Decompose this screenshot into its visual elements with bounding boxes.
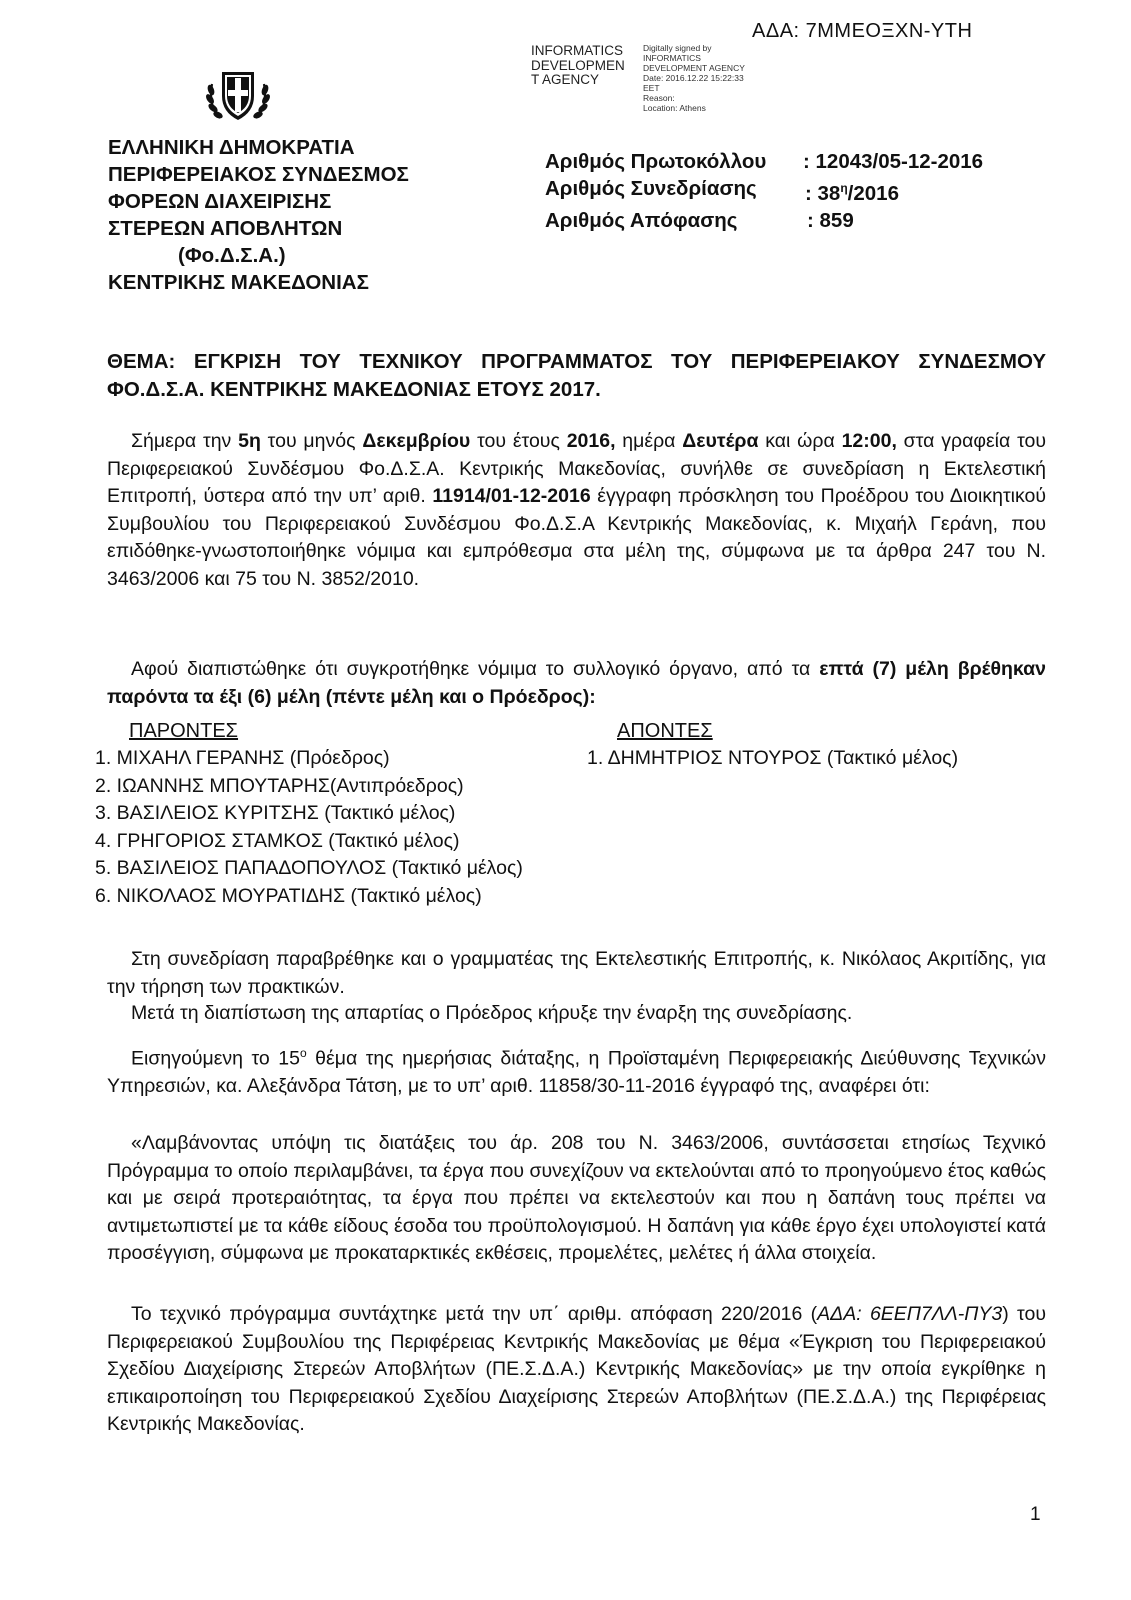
decision-value: : 859 <box>807 208 854 232</box>
session-number: : 38 <box>805 181 841 205</box>
intro-text: έγγραφη πρόσκληση του Προέδρου του Διοικητικού Συμβουλίου του Περιφερειακού Συνδέσμου Φο.Δ.Σ.Α Κεντρικής Μακεδονίας, κ. Μιχαήλ Γεράνη, που επιδόθηκε-γνωστοποιήθηκε νόμιμα και εμπρόθεσμα στα μέλη της, σύμφωνα με τα άρθρα 247 του Ν. 3463/2006 και 75 του Ν. 3852/2010. <box>107 485 1046 590</box>
rapporteur-superscript: ο <box>299 1046 307 1060</box>
signature-detail-line: INFORMATICS <box>643 53 701 63</box>
program-text: ) του Περιφερειακού Συμβουλίου της Περιφέρειας Κεντρικής Μακεδονίας με θέμα «Έγκριση του Περιφερειακού Σχεδίου Διαχείρισης Στερεών Αποβλήτων (ΠΕ.Σ.Δ.Α.) Κεντρικής Μακεδονίας» με την οποία εγκρίθηκε η επικαιροποίηση του Περιφερειακού Σχεδίου Διαχείρισης Στερεών Αποβλήτων (ΠΕ.Σ.Δ.Α.) της Περιφέρειας Κεντρικής Μακεδονίας. <box>107 1303 1046 1436</box>
org-line: (Φο.Δ.Σ.Α.) <box>178 244 286 267</box>
session-value <box>805 175 899 207</box>
signature-detail-line: Reason: <box>643 93 675 103</box>
intro-text: και ώρα <box>758 430 842 452</box>
intro-text: του έτους <box>470 430 567 452</box>
intro-time: 12:00, <box>841 430 897 452</box>
signature-agency-line: DEVELOPMEN <box>531 57 625 73</box>
reference-block <box>545 148 983 234</box>
org-line: ΕΛΛΗΝΙΚΗ ΔΗΜΟΚΡΑΤΙΑ <box>108 136 355 159</box>
intro-text: Σήμερα την <box>131 430 239 452</box>
list-item: 2. ΙΩΑΝΝΗΣ ΜΠΟΥΤΑΡΗΣ(Αντιπρόεδρος) <box>95 774 464 797</box>
protocol-value: : 12043/05-12-2016 <box>803 150 984 173</box>
decision-row <box>545 207 983 234</box>
signature-agency <box>531 44 625 88</box>
session-year: /2016 <box>847 181 899 205</box>
signature-detail-line: DEVELOPMENT AGENCY <box>643 63 745 73</box>
list-item: 1. ΔΗΜΗΤΡΙΟΣ ΝΤΟΥΡΟΣ (Τακτικό μέλος) <box>587 747 959 769</box>
list-item: 5. ΒΑΣΙΛΕΙΟΣ ΠΑΠΑΔΟΠΟΥΛΟΣ (Τακτικό μέλος) <box>95 857 523 879</box>
program-ada-reference: ΑΔΑ: 6ΕΕΠ7ΛΛ-ΠΥ3 <box>817 1303 1003 1325</box>
list-item: 1. ΜΙΧΑΗΛ ΓΕΡΑΝΗΣ (Πρόεδρος) <box>95 747 390 769</box>
opening-paragraph <box>107 1000 1046 1028</box>
org-line: ΠΕΡΙΦΕΡΕΙΑΚΟΣ ΣΥΝΔΕΣΜΟΣ <box>108 163 409 186</box>
intro-text: στα γραφεία του Περιφερειακού Συνδέσμου Φο.Δ.Σ.Α. Κεντρικής Μακεδονίας, συνήλθε σε συνεδρίαση η Εκτελεστική Επιτροπή, ύστερα από την υπ’ αριθ. <box>107 430 1047 508</box>
org-line: ΚΕΝΤΡΙΚΗΣ ΜΑΚΕΔΟΝΙΑΣ <box>108 271 369 294</box>
list-item: 4. ΓΡΗΓΟΡΙΟΣ ΣΤΑΜΚΟΣ (Τακτικό μέλος) <box>95 829 460 852</box>
present-heading: ΠΑΡΟΝΤΕΣ <box>129 720 239 742</box>
secretary-paragraph <box>107 946 1046 1001</box>
signature-detail-line: Location: Athens <box>643 103 706 113</box>
intro-text: ημέρα <box>615 430 683 452</box>
intro-text: του μηνός <box>260 430 363 452</box>
greek-coat-of-arms-icon <box>200 66 276 126</box>
quorum-text: Αφού διαπιστώθηκε ότι συγκροτήθηκε νόμιμα το συλλογικό όργανο, από τα <box>131 658 820 680</box>
ada-code: ΑΔΑ: 7ΜΜΕΟΞΧΝ-ΥΤΗ <box>752 20 973 42</box>
quote-text: «Λαμβάνοντας υπόψη τις διατάξεις του άρ. 208 του Ν. 3463/2006, συντάσσεται ετησίως Τεχνικό Πρόγραμμα το οποίο περιλαμβάνει, τα έργα που συνεχίζουν να εκτελούνται από το προηγούμενο έτος καθώς και με σειρά προτεραιότητας, τα έργα που πρέπει να εκτελεστούν και που η δαπάνη τους πρέπει να αντιμετωπιστεί με τα κάθε είδους έσοδα του προϋπολογισμού. Η δαπάνη για κάθε έργο έχει υπολογιστεί κατά προσέγγιση, σύμφωνα με προκαταρκτικές εκθέσεις, προμελέτες, μελέτες ή άλλα στοιχεία. <box>107 1132 1046 1265</box>
rapporteur-text: θέμα της ημερήσιας διάταξης, η Προϊσταμένη Περιφερειακής Διεύθυνσης Τεχνικών Υπηρεσιών, κα. Αλεξάνδρα Τάτση, με το υπ’ αριθ. 11858/30-11-2016 έγγραφό της, αναφέρει ότι: <box>107 1047 1046 1098</box>
intro-paragraph <box>107 428 1046 594</box>
signature-detail-line: Date: 2016.12.22 15:22:33 <box>643 73 744 83</box>
intro-month: Δεκεμβρίου <box>362 430 471 452</box>
present-list <box>95 745 523 910</box>
page-number: 1 <box>1030 1504 1041 1525</box>
org-line: ΣΤΕΡΕΩΝ ΑΠΟΒΛΗΤΩΝ <box>108 217 343 240</box>
rapporteur-text: Εισηγούμενη το 15 <box>131 1047 300 1070</box>
opening-text: Μετά τη διαπίστωση της απαρτίας ο Πρόεδρος κήρυξε την έναρξη της συνεδρίασης. <box>131 1002 853 1024</box>
quorum-bold-text: επτά (7) μέλη βρέθηκαν παρόντα τα έξι (6) μέλη (πέντε μέλη και ο Πρόεδρος): <box>107 658 1046 708</box>
list-item: 6. ΝΙΚΟΛΑΟΣ ΜΟΥΡΑΤΙΔΗΣ (Τακτικό μέλος) <box>95 884 482 907</box>
signature-agency-line: INFORMATICS <box>531 43 623 58</box>
signature-agency-line: T AGENCY <box>531 72 600 87</box>
signature-details <box>643 43 745 113</box>
rapporteur-paragraph <box>107 1040 1046 1101</box>
program-text: Το τεχνικό πρόγραμμα συντάχτηκε μετά την υπ΄ αριθμ. απόφαση 220/2016 ( <box>131 1303 818 1325</box>
session-row <box>545 175 983 207</box>
secretary-text: Στη συνεδρίαση παραβρέθηκε και ο γραμματέας της Εκτελεστικής Επιτροπής, κ. Νικόλαος Ακριτίδης, για την τήρηση των πρακτικών. <box>107 948 1046 998</box>
program-paragraph <box>107 1301 1046 1439</box>
intro-weekday: Δευτέρα <box>682 430 759 452</box>
signature-detail-line: EET <box>643 83 660 93</box>
intro-day: 5η <box>238 430 261 452</box>
org-line: ΦΟΡΕΩΝ ΔΙΑΧΕΙΡΙΣΗΣ <box>108 190 332 213</box>
quote-paragraph <box>107 1130 1046 1268</box>
organization-block <box>108 134 409 296</box>
protocol-row <box>545 148 983 175</box>
session-superscript: η <box>840 181 848 195</box>
list-item: 3. ΒΑΣΙΛΕΙΟΣ ΚΥΡΙΤΣΗΣ (Τακτικό μέλος) <box>95 802 456 824</box>
intro-year: 2016, <box>566 430 616 452</box>
intro-invitation-number: 11914/01-12-2016 <box>432 485 591 508</box>
decision-label: Αριθμός Απόφασης <box>545 208 738 232</box>
subject-heading: ΘΕΜΑ: ΕΓΚΡΙΣΗ ΤΟΥ ΤΕΧΝΙΚΟΥ ΠΡΟΓΡΑΜΜΑΤΟΣ ΤΟΥ ΠΕΡΙΦΕΡΕΙΑΚΟΥ ΣΥΝΔΕΣΜΟΥ ΦΟ.Δ.Σ.Α. ΚΕΝΤΡΙΚΗΣ ΜΑΚΕΔΟΝΙΑΣ ΕΤΟΥΣ 2017. <box>107 350 1046 401</box>
absent-heading: ΑΠΟΝΤΕΣ <box>617 720 713 742</box>
session-label: Αριθμός Συνεδρίασης <box>545 177 757 200</box>
quorum-paragraph <box>107 656 1046 711</box>
signature-detail-line: Digitally signed by <box>643 43 712 53</box>
absent-list <box>587 745 958 773</box>
protocol-label: Αριθμός Πρωτοκόλλου <box>545 150 767 173</box>
